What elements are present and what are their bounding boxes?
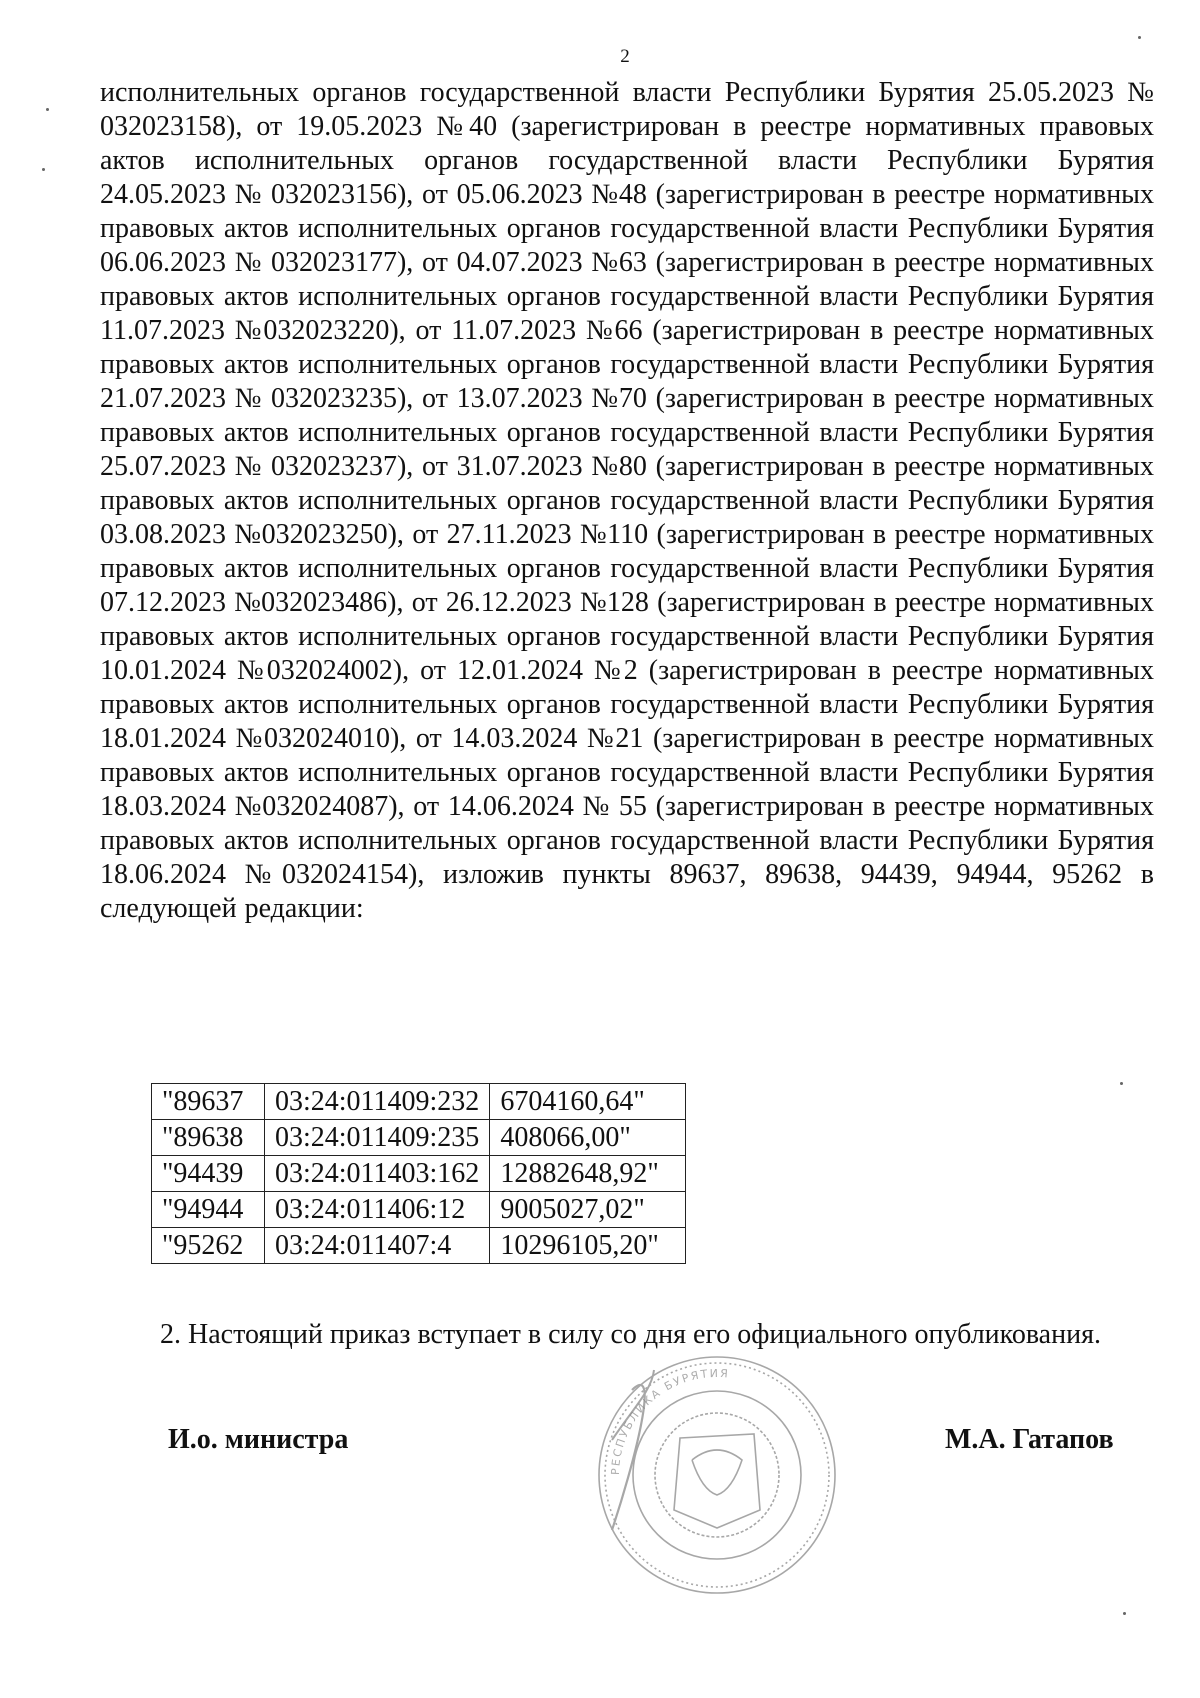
- table-row: [152, 1084, 686, 1120]
- table-cell-cadastral-number: 03:24:011409:232: [265, 1084, 490, 1120]
- table-cell-item-number: "94944: [152, 1192, 265, 1228]
- table-row: [152, 1120, 686, 1156]
- scan-speck: [42, 168, 45, 171]
- table-cell-item-number: "89637: [152, 1084, 265, 1120]
- svg-text:РЕСПУБЛИКА БУРЯТИЯ: РЕСПУБЛИКА БУРЯТИЯ: [608, 1366, 731, 1476]
- signatory-title: И.о. министра: [168, 1424, 349, 1455]
- signatory-name: М.А. Гатапов: [945, 1424, 1114, 1455]
- items-table: [151, 1083, 686, 1264]
- table-cell-item-number: "95262: [152, 1228, 265, 1264]
- table-cell-value: 12882648,92": [490, 1156, 686, 1192]
- table-cell-item-number: "94439: [152, 1156, 265, 1192]
- body-paragraph: исполнительных органов государственной власти Республики Бурятия 25.05.2023 № 032023158), от 19.05.2023 №40 (зарегистрирован в реестре нормативных правовых актов исполнительных органов государственной власти Республики Бурятия 24.05.2023 № 032023156), от 05.06.2023 №48 (зарегистрирован в реестре нормативных правовых актов исполнительных органов государственной власти Республики Бурятия 06.06.2023 № 032023177), от 04.07.2023 №63 (зарегистрирован в реестре нормативных правовых актов исполнительных органов государственной власти Республики Бурятия 11.07.2023 №032023220), от 11.07.2023 №66 (зарегистрирован в реестре нормативных правовых актов исполнительных органов государственной власти Республики Бурятия 21.07.2023 № 032023235), от 13.07.2023 №70 (зарегистрирован в реестре нормативных правовых актов исполнительных органов государственной власти Республики Бурятия 25.07.2023 № 032023237), от 31.07.2023 №80 (зарегистрирован в реестре нормативных правовых актов исполнительных органов государственной власти Республики Бурятия 03.08.2023 №032023250), от 27.11.2023 №110 (зарегистрирован в реестре нормативных правовых актов исполнительных органов государственной власти Республики Бурятия 07.12.2023 №032023486), от 26.12.2023 №128 (зарегистрирован в реестре нормативных правовых актов исполнительных органов государственной власти Республики Бурятия 10.01.2024 №032024002), от 12.01.2024 №2 (зарегистрирован в реестре нормативных правовых актов исполнительных органов государственной власти Республики Бурятия 18.01.2024 №032024010), от 14.03.2024 №21 (зарегистрирован в реестре нормативных правовых актов исполнительных органов государственной власти Республики Бурятия 18.03.2024 №032024087), от 14.06.2024 № 55 (зарегистрирован в реестре нормативных правовых актов исполнительных органов государственной власти Республики Бурятия 18.06.2024 №032024154), изложив пункты 89637, 89638, 94439, 94944, 95262 в следующей редакции:: [100, 77, 1154, 924]
- effective-date-clause: 2. Настоящий приказ вступает в силу со дня его официального опубликования.: [160, 1319, 1101, 1350]
- scan-speck: [1138, 36, 1141, 39]
- table-cell-value: 408066,00": [490, 1120, 686, 1156]
- table-cell-cadastral-number: 03:24:011407:4: [265, 1228, 490, 1264]
- table-row: [152, 1156, 686, 1192]
- scan-speck: [46, 108, 49, 111]
- scan-speck: [1123, 1612, 1126, 1615]
- table-cell-cadastral-number: 03:24:011409:235: [265, 1120, 490, 1156]
- scan-speck: [1120, 1082, 1123, 1085]
- official-seal-icon: [592, 1350, 842, 1600]
- page-number: 2: [620, 46, 630, 67]
- table-cell-cadastral-number: 03:24:011403:162: [265, 1156, 490, 1192]
- table-row: [152, 1192, 686, 1228]
- table-cell-item-number: "89638: [152, 1120, 265, 1156]
- table-row: [152, 1228, 686, 1264]
- table-cell-value: 6704160,64": [490, 1084, 686, 1120]
- body-text: [100, 76, 1154, 926]
- table-cell-value: 10296105,20": [490, 1228, 686, 1264]
- table-cell-cadastral-number: 03:24:011406:12: [265, 1192, 490, 1228]
- table-cell-value: 9005027,02": [490, 1192, 686, 1228]
